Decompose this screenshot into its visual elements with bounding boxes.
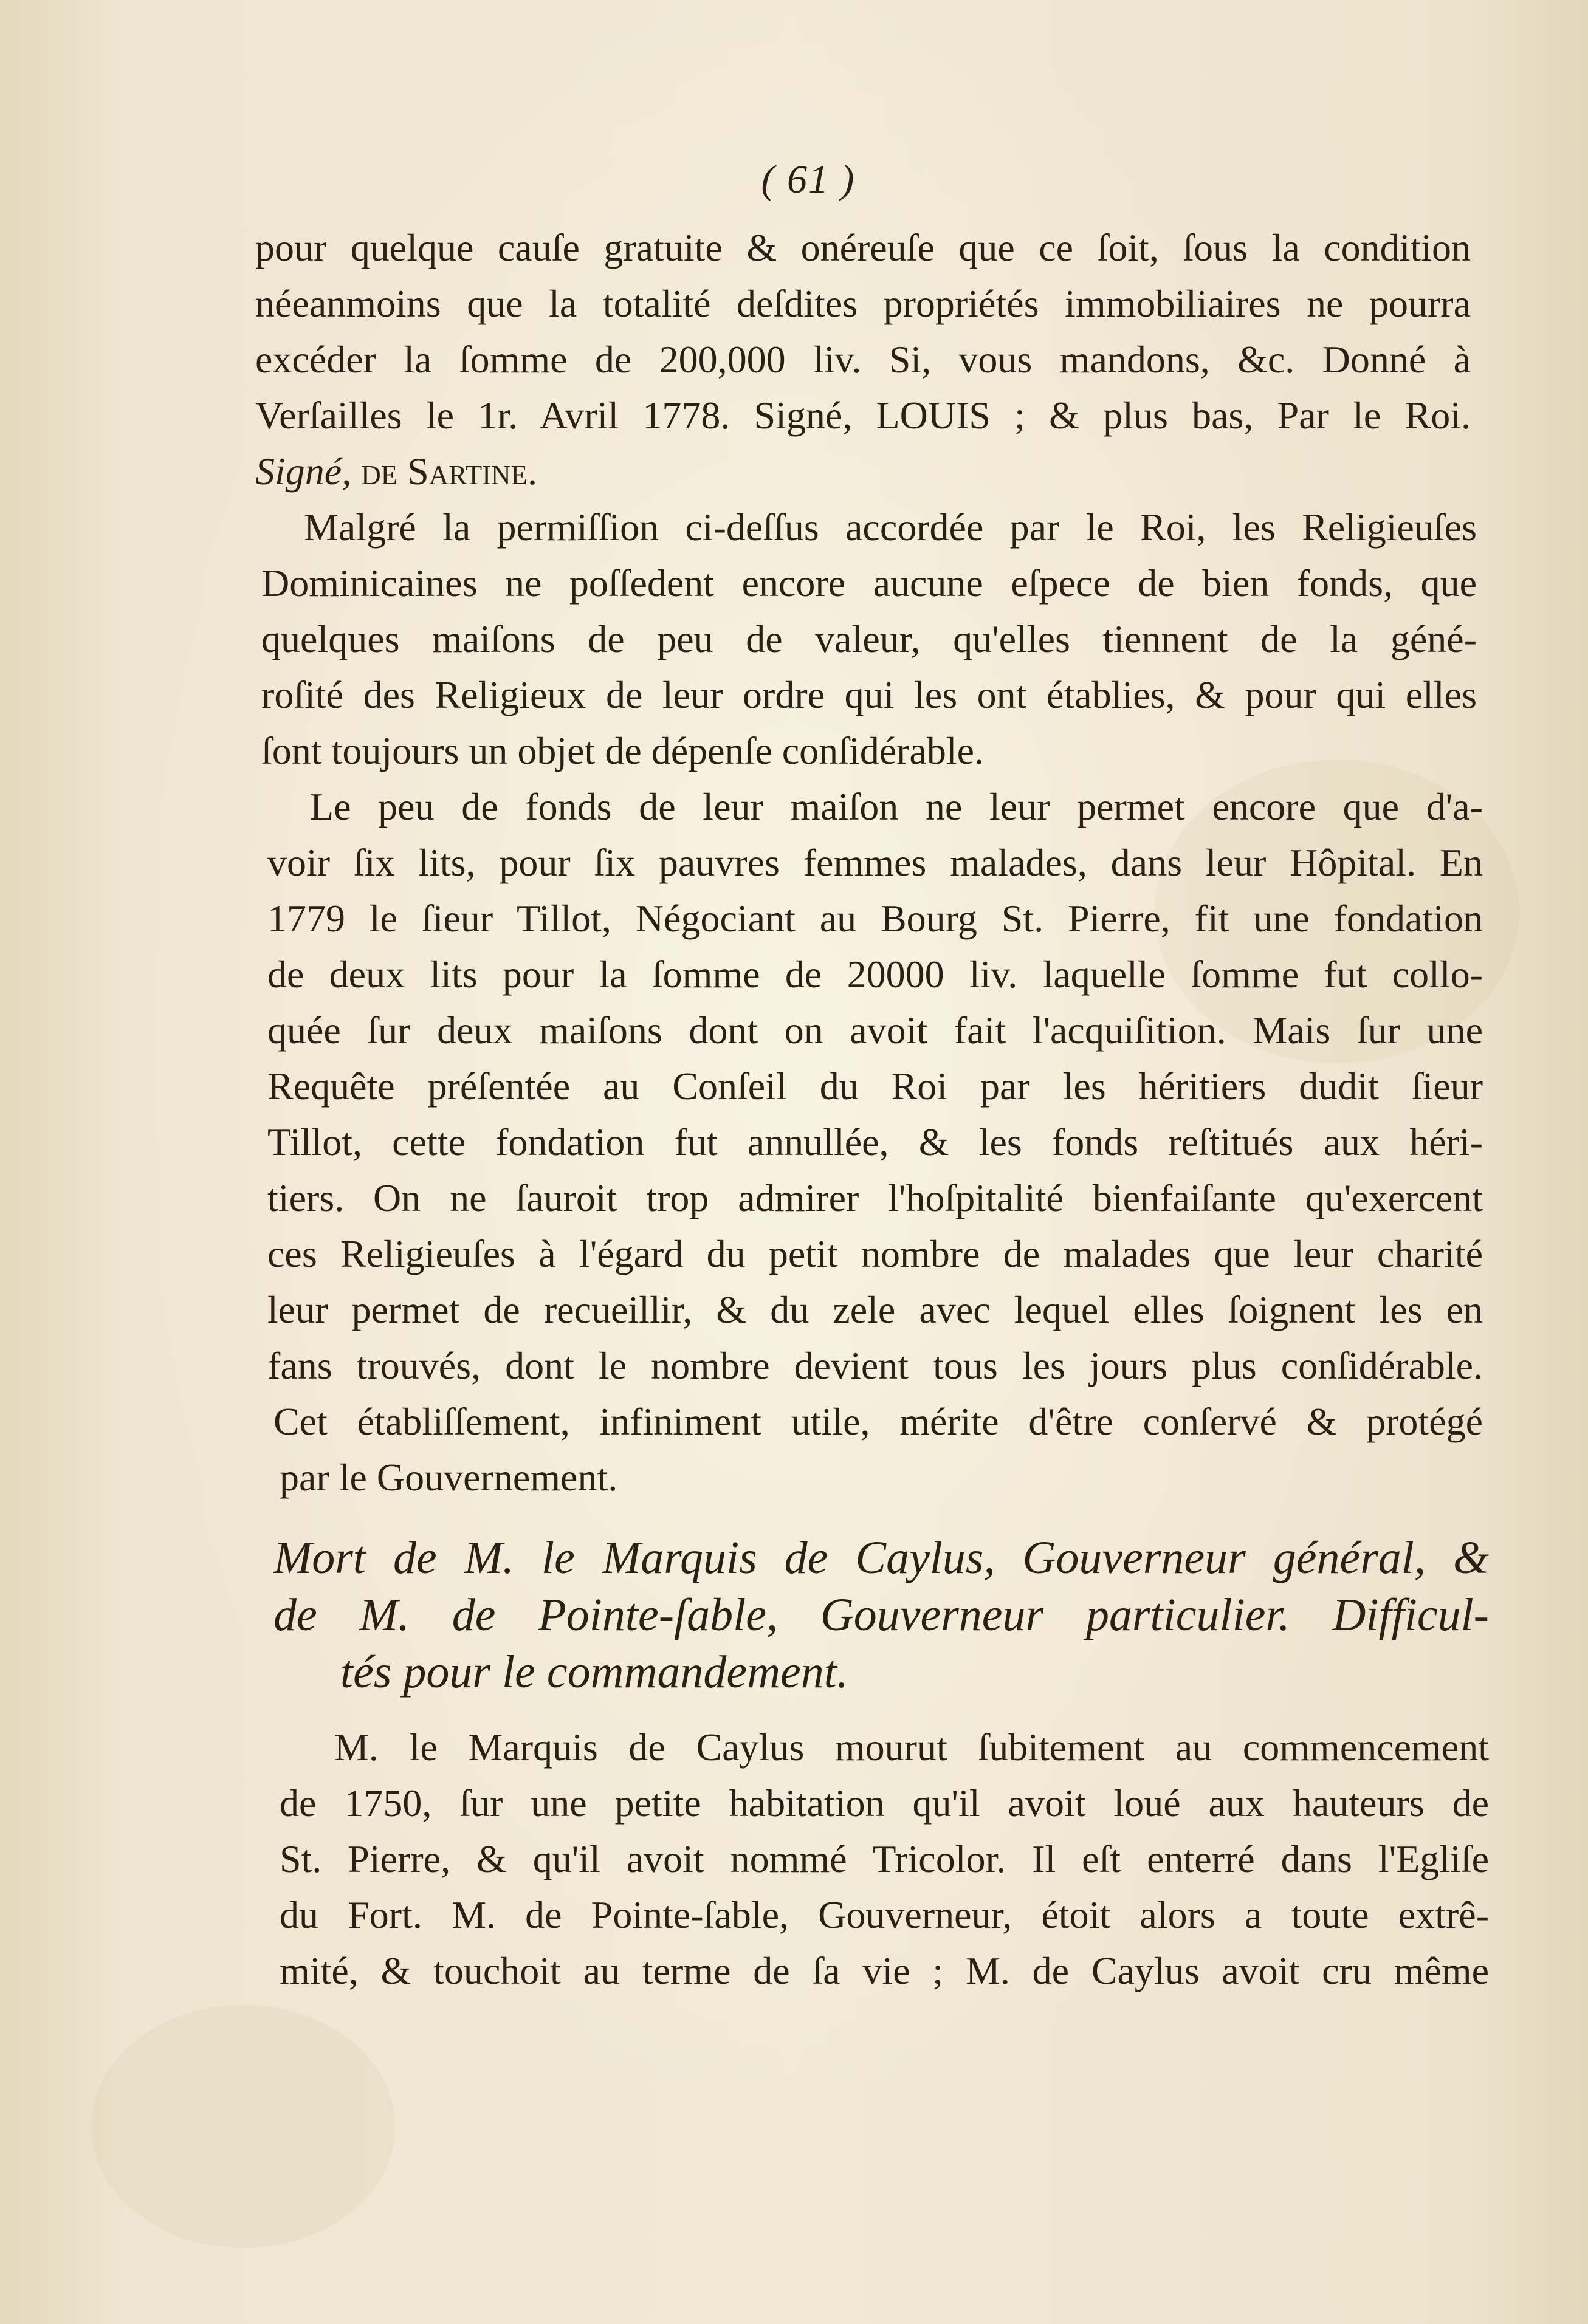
- text-line: fans trouvés, dont le nombre devient tous les jours plus conſidérable.: [267, 1344, 1483, 1387]
- text-line: roſité des Religieux de leur ordre qui les ont établies, & pour qui elles: [261, 673, 1477, 716]
- paper-stain: [91, 2005, 395, 2248]
- text-line: quelques maiſons de peu de valeur, qu'elles tiennent de la géné-: [261, 617, 1477, 660]
- text-line: Verſailles le 1r. Avril 1778. Signé, LOUIS ; & plus bas, Par le Roi.: [255, 394, 1471, 437]
- heading-line: Mort de M. le Marquis de Caylus, Gouverneur général, &: [273, 1532, 1489, 1583]
- page-number: ( 61 ): [761, 157, 856, 202]
- text-line: Requête préſentée au Conſeil du Roi par les héritiers dudit ſieur: [267, 1064, 1483, 1108]
- text-line: Le peu de fonds de leur maiſon ne leur permet encore que d'a-: [310, 785, 1483, 828]
- text-line: Malgré la permiſſion ci-deſſus accordée par le Roi, les Religieuſes: [304, 506, 1477, 549]
- text-line: ces Religieuſes à l'égard du petit nombre de malades que leur charité: [267, 1232, 1483, 1275]
- text-line: du Fort. M. de Pointe-ſable, Gouverneur, étoit alors a toute extrê-: [280, 1893, 1489, 1936]
- signature-line: [255, 447, 681, 496]
- text-line: M. le Marquis de Caylus mourut ſubitement au commencement: [334, 1726, 1489, 1769]
- text-line: de 1750, ſur une petite habitation qu'il avoit loué aux hauteurs de: [280, 1781, 1489, 1825]
- text-line: quée ſur deux maiſons dont on avoit fait l'acquiſition. Mais ſur une: [267, 1009, 1483, 1052]
- heading-line: de M. de Pointe-ſable, Gouverneur particulier. Difficul-: [273, 1589, 1489, 1640]
- text-line: néeanmoins que la totalité deſdites propriétés immobiliaires ne pourra: [255, 282, 1471, 325]
- text-line: tiers. On ne ſauroit trop admirer l'hoſpitalité bienfaiſante qu'exercent: [267, 1176, 1483, 1219]
- signe-label: Signé,: [255, 450, 352, 493]
- text-line: St. Pierre, & qu'il avoit nommé Tricolor. Il eſt enterré dans l'Egliſe: [280, 1837, 1489, 1880]
- text-line: Cet établiſſement, infiniment utile, mérite d'être conſervé & protégé: [273, 1400, 1483, 1443]
- text-line: Dominicaines ne poſſedent encore aucune eſpece de bien fonds, que: [261, 561, 1477, 605]
- text-line: excéder la ſomme de 200,000 liv. Si, vous mandons, &c. Donné à: [255, 338, 1471, 381]
- text-line: leur permet de recueillir, & du zele avec lequel elles ſoignent les en: [267, 1288, 1483, 1331]
- text-line: de deux lits pour la ſomme de 20000 liv. laquelle ſomme fut collo-: [267, 953, 1483, 996]
- text-line: pour quelque cauſe gratuite & onéreuſe que ce ſoit, ſous la condition: [255, 226, 1471, 269]
- signatory-name: de Sartine.: [361, 450, 538, 493]
- text-line: voir ſix lits, pour ſix pauvres femmes malades, dans leur Hôpital. En: [267, 841, 1483, 884]
- text-line: 1779 le ſieur Tillot, Négociant au Bourg St. Pierre, fit une fondation: [267, 897, 1483, 940]
- heading-line: tés pour le commandement.: [340, 1647, 848, 1698]
- text-line: ſont toujours un objet de dépenſe conſidérable.: [261, 729, 984, 772]
- text-line: mité, & touchoit au terme de ſa vie ; M. de Caylus avoit cru même: [280, 1949, 1489, 1992]
- text-line: Tillot, cette fondation fut annullée, & les fonds reſtitués aux héri-: [267, 1120, 1483, 1164]
- text-line: par le Gouvernement.: [280, 1456, 618, 1499]
